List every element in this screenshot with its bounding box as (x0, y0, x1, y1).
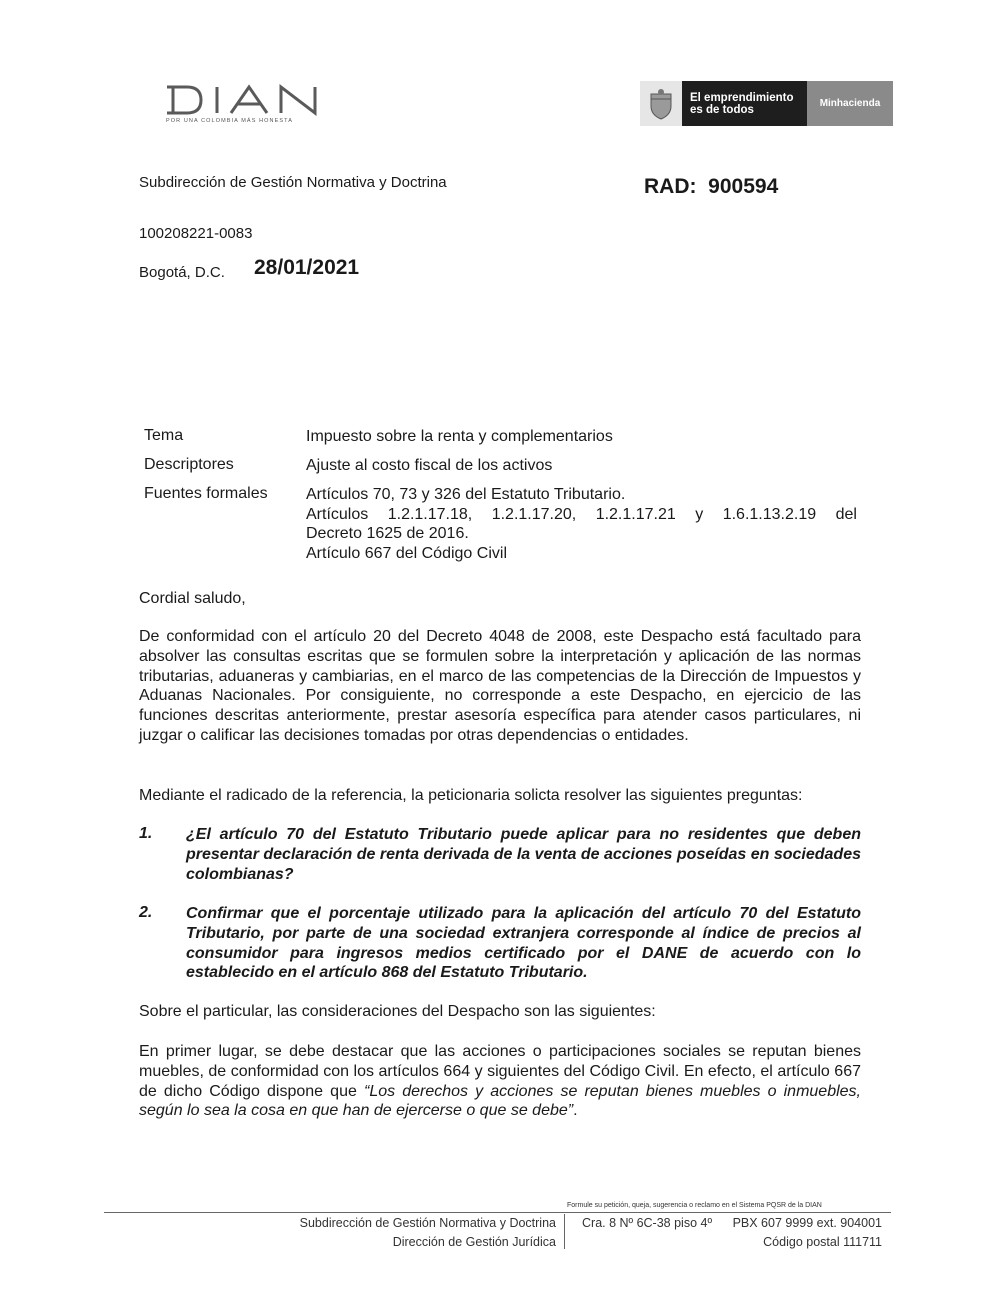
colombia-shield-icon (640, 81, 682, 126)
ministry-slogan (682, 81, 807, 126)
fuentes-line (306, 505, 857, 525)
descriptores-value: Ajuste al costo fiscal de los activos (306, 457, 553, 474)
fuentes-word: Artículos (306, 505, 369, 523)
footer-address: Cra. 8 Nº 6C-38 piso 4º (582, 1216, 713, 1230)
city: Bogotá, D.C. (139, 264, 225, 281)
reference-number: 100208221-0083 (139, 225, 253, 242)
footer-postal-code: Código postal 111711 (763, 1235, 882, 1249)
rad-number (644, 175, 778, 199)
fuentes-word: y (695, 505, 704, 523)
fuentes-line: Artículo 667 del Código Civil (306, 544, 507, 562)
question-text: Confirmar que el porcentaje utilizado para la aplicación del artículo 70 del Estatuto Tributario, por parte de una sociedad extranjera corresponde al índice de precios al consumidor para ingresos medios certificado por el DANE de acuerdo con lo establecido en el artículo 868 del Estatuto Tributario. (186, 905, 861, 982)
fuentes-line: Decreto 1625 de 2016. (306, 525, 469, 542)
department-name: Subdirección de Gestión Normativa y Doctrina (139, 174, 447, 191)
tema-value: Impuesto sobre la renta y complementarios (306, 428, 613, 445)
fuentes-label: Fuentes formales (144, 485, 268, 502)
fuentes-word: 1.2.1.17.20, (491, 505, 577, 523)
dian-tagline: POR UNA COLOMBIA MÁS HONESTA (166, 118, 293, 124)
paragraph-request: Mediante el radicado de la referencia, la peticionaria solicta resolver las siguientes preguntas: (139, 787, 803, 804)
footer-vertical-divider (564, 1214, 565, 1249)
question-number: 2. (139, 904, 153, 921)
paragraph-considerations: Sobre el particular, las consideraciones del Despacho son las siguientes: (139, 1003, 656, 1020)
question-number: 1. (139, 825, 153, 842)
footer-divider (104, 1212, 891, 1213)
descriptores-label: Descriptores (144, 456, 234, 473)
footer-department: Subdirección de Gestión Normativa y Doctrina (299, 1216, 556, 1230)
rad-label: RAD: (644, 175, 697, 198)
fuentes-value (306, 485, 857, 563)
footer-phone: PBX 607 9999 ext. 904001 (732, 1216, 882, 1230)
footer-contact (582, 1216, 882, 1230)
dian-wordmark-icon (165, 82, 325, 116)
tema-label: Tema (144, 427, 184, 444)
footer-direction: Dirección de Gestión Jurídica (392, 1235, 556, 1249)
fuentes-word: 1.2.1.17.21 (595, 505, 676, 523)
fuentes-word: del (835, 505, 857, 523)
fuentes-word: 1.6.1.13.2.19 (722, 505, 817, 523)
letter-date: 28/01/2021 (254, 256, 360, 279)
fuentes-line: Artículos 70, 73 y 326 del Estatuto Tributario. (306, 486, 626, 503)
footer-pqsr-note: Formule su petición, queja, sugerencia o reclamo en el Sistema PQSR de la DIAN (567, 1202, 822, 1209)
ministry-slogan-line2: es de todos (690, 103, 754, 116)
civil-code-quote: “Los derechos y acciones se reputan bienes muebles o inmuebles, según lo sea la cosa en que han de ejercerse o que se debe” (139, 1082, 862, 1120)
greeting: Cordial saludo, (139, 590, 246, 607)
ministry-banner (640, 81, 893, 126)
paragraph-competence: De conformidad con el artículo 20 del Decreto 4048 de 2008, este Despacho está facultado para absolver las consultas escritas que se formulen sobre la interpretación y aplicación de las normas tributarias, aduaneras y cambiarias, en el marco de las competencias de la Dirección de Impuestos y Aduanas Nacionales. Por consiguiente, no corresponde a este Despacho, en ejercicio de las funciones descritas anteriormente, prestar asesoría específica para atender casos particulares, ni juzgar o calificar las decisiones tomadas por otras dependencias o entidades. (139, 628, 861, 744)
paragraph-first-point (139, 1042, 861, 1121)
ministry-name: Minhacienda (807, 81, 893, 126)
question-text: ¿El artículo 70 del Estatuto Tributario puede aplicar para no residentes que deben presentar declaración de renta derivada de la venta de acciones poseídas en sociedades colombianas? (186, 826, 861, 883)
paragraph-text: . (573, 1102, 578, 1120)
rad-value: 900594 (708, 175, 779, 198)
fuentes-word: 1.2.1.17.18, (387, 505, 473, 523)
ministry-slogan-line1: El emprendimiento (690, 91, 794, 104)
paragraph-text: En primer lugar, se debe destacar que las acciones o participaciones sociales se reputan bienes muebles, de conformidad con los artículos 664 y siguientes del Código Civil. En efecto, el artículo 667 de dicho Código dispone que (139, 1043, 861, 1100)
